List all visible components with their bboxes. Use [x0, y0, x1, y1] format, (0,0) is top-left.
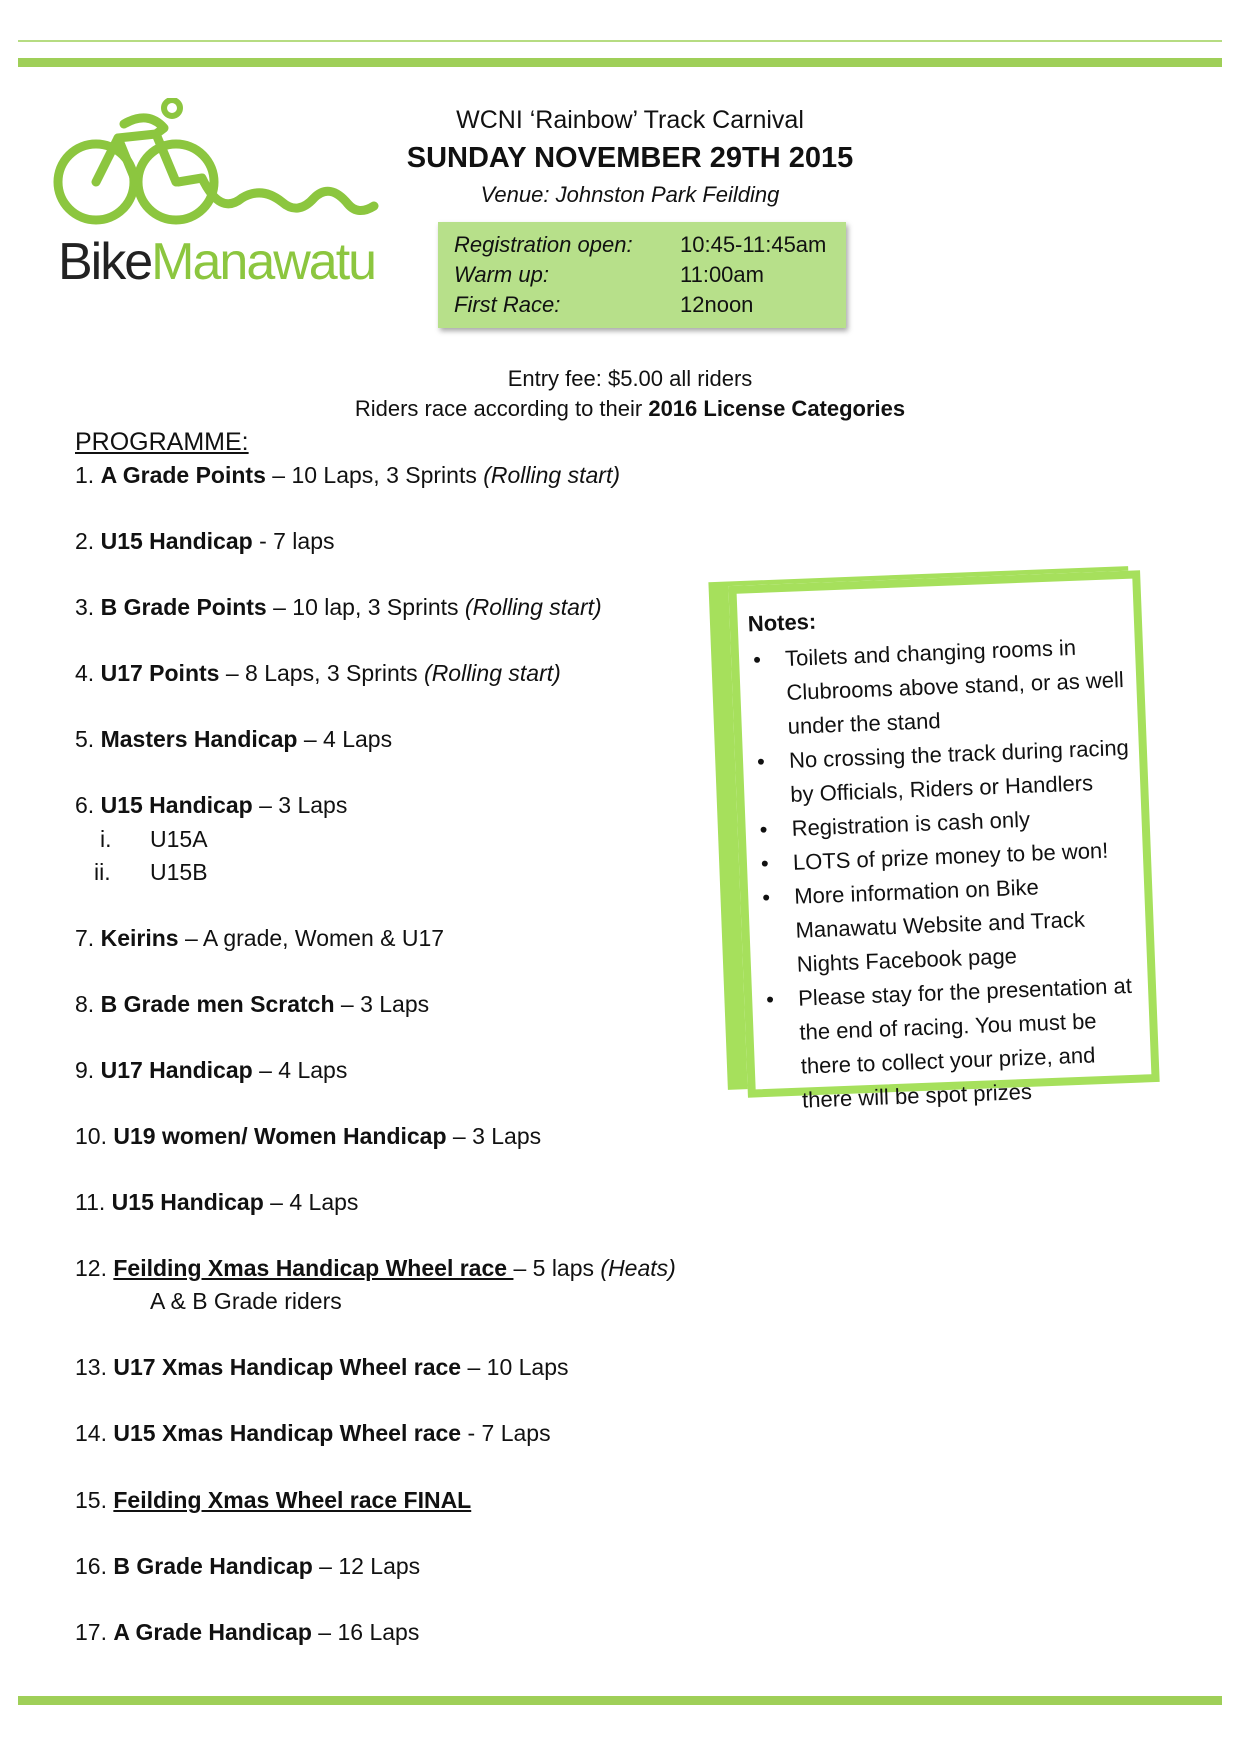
- logo-word-bike: Bike: [58, 233, 152, 291]
- programme-item: [75, 991, 429, 1018]
- item-name: Feilding Xmas Handicap Wheel race: [113, 1255, 514, 1281]
- item-number: 1.: [75, 462, 95, 488]
- item-note: (Rolling start): [424, 660, 561, 686]
- item-detail: – 10 Laps: [461, 1354, 569, 1380]
- item-name: Keirins: [100, 925, 179, 951]
- item-number: 10.: [75, 1123, 107, 1149]
- item-name: B Grade men Scratch: [100, 991, 335, 1017]
- notes-item: • Toilets and changing rooms in Clubrooms above stand, or as well under the stand: [749, 629, 1133, 746]
- notes-item: • Please stay for the presentation at the end of racing. You must be there to collect your prize, and there will be spot prizes: [762, 969, 1147, 1119]
- item-name: Feilding Xmas Wheel race FINAL: [113, 1487, 472, 1513]
- item-note: (Rolling start): [464, 594, 602, 620]
- item-number: 5.: [75, 726, 95, 752]
- programme-item: [75, 1619, 419, 1646]
- schedule-box: [438, 222, 846, 328]
- item-name: U19 women/ Women Handicap: [113, 1123, 447, 1149]
- item-name: U17 Handicap: [100, 1057, 253, 1083]
- notes-item: • No crossing the track during racing by Officials, Riders or Handlers: [752, 731, 1134, 814]
- item-detail: – 5 laps: [513, 1255, 601, 1281]
- item-number: 6.: [75, 792, 95, 818]
- item-name: U17 Points: [100, 660, 220, 686]
- item-number: 16.: [75, 1553, 107, 1579]
- item-name: Masters Handicap: [100, 726, 298, 752]
- item-detail: – 3 Laps: [252, 792, 348, 818]
- license-prefix: Riders race according to their: [354, 396, 649, 421]
- notes-title: Notes:: [747, 608, 817, 637]
- sub-item-text: U15A: [150, 826, 208, 852]
- item-name: B Grade Points: [100, 594, 267, 620]
- item-name: B Grade Handicap: [113, 1553, 313, 1579]
- programme-item: [75, 1255, 676, 1282]
- item-note: (Rolling start): [483, 462, 620, 488]
- sub-item-numeral: ii.: [94, 859, 111, 885]
- bottom-rule: [18, 1696, 1222, 1705]
- schedule-label: First Race:: [454, 292, 561, 317]
- top-thin-rule: [18, 40, 1222, 42]
- item-name: U17 Xmas Handicap Wheel race: [113, 1354, 462, 1380]
- programme-item: [75, 594, 602, 621]
- entry-fee: Entry fee: $5.00 all riders: [507, 366, 753, 391]
- item-detail: – 4 Laps: [252, 1057, 348, 1083]
- item-number: 13.: [75, 1354, 107, 1380]
- programme-item: [75, 1123, 541, 1150]
- notes-card: [728, 570, 1159, 1113]
- notes-item: • LOTS of prize money to be won!: [756, 833, 1137, 882]
- programme-item: [75, 462, 620, 489]
- programme-item: [75, 1189, 358, 1216]
- item-subline: A & B Grade riders: [150, 1288, 342, 1314]
- license-categories: [300, 396, 960, 422]
- schedule-value: 10:45-11:45am: [680, 232, 827, 257]
- schedule-row: [454, 232, 827, 258]
- notes-item: • More information on Bike Manawatu Website and Track Nights Facebook page: [758, 867, 1142, 984]
- item-detail: – 10 Laps, 3 Sprints: [265, 462, 484, 488]
- item-detail: – 4 Laps: [263, 1189, 359, 1215]
- event-title: WCNI ‘Rainbow’ Track Carnival: [456, 106, 804, 134]
- item-number: 8.: [75, 991, 95, 1017]
- top-rule: [18, 58, 1222, 67]
- programme-heading: PROGRAMME:: [75, 428, 249, 456]
- sub-item-text: U15B: [150, 859, 208, 885]
- item-detail: – 4 Laps: [297, 726, 393, 752]
- sub-item-numeral: i.: [100, 826, 112, 852]
- item-number: 17.: [75, 1619, 107, 1645]
- license-bold: 2016 License Categories: [648, 396, 906, 421]
- item-detail: – 16 Laps: [311, 1619, 420, 1645]
- item-detail: – 10 lap, 3 Sprints: [266, 594, 465, 620]
- item-name: U15 Handicap: [111, 1189, 264, 1215]
- programme-item: [75, 1553, 420, 1580]
- item-number: 4.: [75, 660, 95, 686]
- schedule-row: [454, 292, 754, 318]
- programme-item: [75, 1420, 551, 1447]
- programme-item: [75, 1487, 471, 1514]
- schedule-value: 12noon: [680, 292, 754, 317]
- logo-word-manawatu: Manawatu: [151, 233, 376, 291]
- item-name: U15 Handicap: [100, 528, 253, 554]
- item-detail: - 7 Laps: [461, 1420, 551, 1446]
- programme-item: [75, 1354, 569, 1381]
- item-detail: – 8 Laps, 3 Sprints: [219, 660, 425, 686]
- item-detail: – 12 Laps: [312, 1553, 421, 1579]
- bike-manawatu-logo: [52, 98, 382, 298]
- notes-list: [749, 629, 1147, 1119]
- schedule-value: 11:00am: [680, 262, 764, 287]
- logo-wordmark: [58, 232, 375, 292]
- item-number: 12.: [75, 1255, 107, 1281]
- item-detail: – A grade, Women & U17: [178, 925, 445, 951]
- item-detail: – 3 Laps: [446, 1123, 542, 1149]
- item-name: A Grade Points: [100, 462, 266, 488]
- notes-item: • Registration is cash only: [755, 799, 1136, 848]
- item-number: 15.: [75, 1487, 107, 1513]
- item-name: U15 Xmas Handicap Wheel race: [113, 1420, 462, 1446]
- programme-item: [75, 726, 392, 753]
- schedule-label: Registration open:: [454, 232, 633, 257]
- item-detail: – 3 Laps: [334, 991, 430, 1017]
- item-number: 2.: [75, 528, 95, 554]
- schedule-label: Warm up:: [454, 262, 549, 287]
- item-number: 3.: [75, 594, 95, 620]
- item-number: 7.: [75, 925, 95, 951]
- item-number: 14.: [75, 1420, 107, 1446]
- cyclist-icon: [52, 98, 382, 238]
- programme-item: [75, 528, 335, 555]
- programme-item: [75, 792, 347, 819]
- item-number: 9.: [75, 1057, 95, 1083]
- schedule-row: [454, 262, 764, 288]
- item-note: (Heats): [600, 1255, 676, 1281]
- item-name: A Grade Handicap: [113, 1619, 312, 1645]
- programme-item: [75, 660, 561, 687]
- item-number: 11.: [75, 1189, 106, 1215]
- item-name: U15 Handicap: [100, 792, 253, 818]
- item-detail: - 7 laps: [252, 528, 335, 554]
- programme-item: [75, 925, 444, 952]
- event-venue: Venue: Johnston Park Feilding: [480, 182, 780, 207]
- programme-item: [75, 1057, 347, 1084]
- event-date: SUNDAY NOVEMBER 29TH 2015: [406, 142, 854, 174]
